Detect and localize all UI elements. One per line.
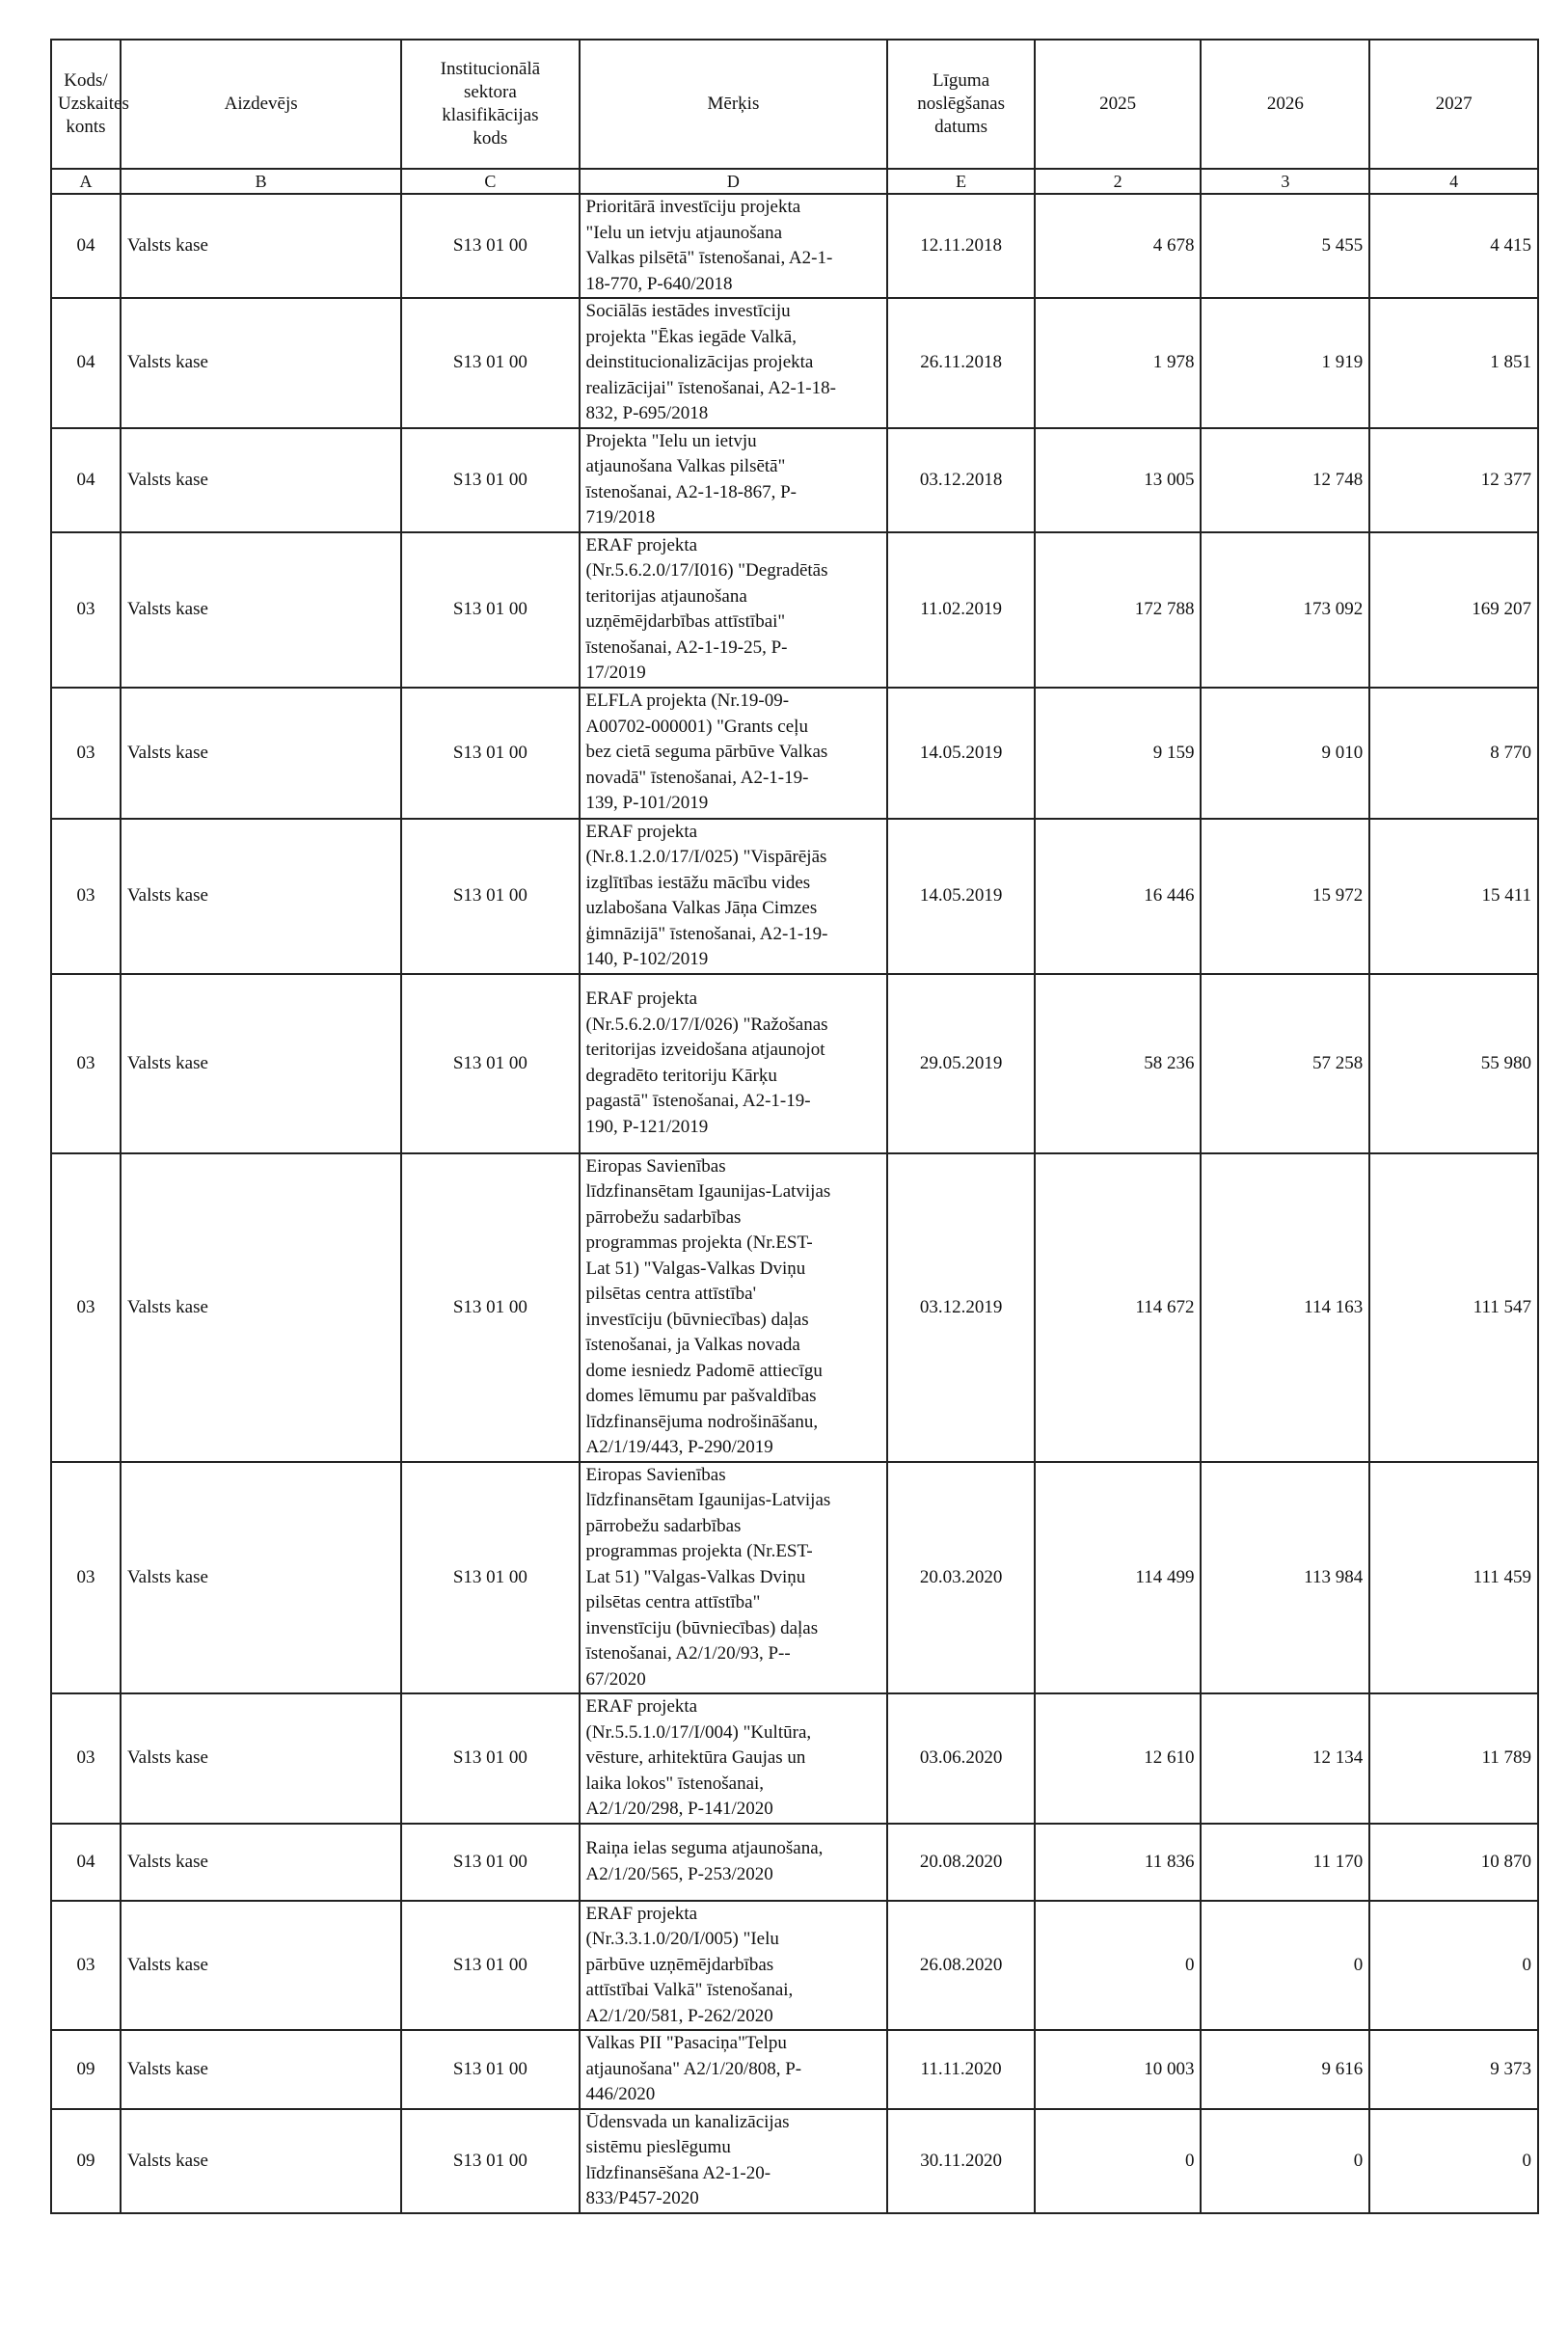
header-year-2025: 2025 — [1035, 40, 1202, 169]
header-year-2027: 2027 — [1369, 40, 1538, 169]
cell-code: 03 — [51, 1901, 121, 2031]
letter-d: D — [580, 169, 888, 194]
table-row — [51, 688, 1538, 819]
cell-amount-2026: 15 972 — [1201, 819, 1369, 974]
cell-lender: Valsts kase — [121, 428, 401, 532]
cell-lender: Valsts kase — [121, 974, 401, 1153]
table-row — [51, 974, 1538, 1153]
cell-amount-2027: 55 980 — [1369, 974, 1538, 1153]
cell-amount-2027: 169 207 — [1369, 532, 1538, 688]
cell-lender: Valsts kase — [121, 2109, 401, 2213]
cell-amount-2027: 12 377 — [1369, 428, 1538, 532]
cell-code: 09 — [51, 2030, 121, 2109]
table-row — [51, 819, 1538, 974]
cell-code: 04 — [51, 298, 121, 428]
cell-amount-2026: 9 616 — [1201, 2030, 1369, 2109]
cell-amount-2025: 12 610 — [1035, 1693, 1202, 1824]
table-row — [51, 2109, 1538, 2213]
cell-sector: S13 01 00 — [401, 298, 579, 428]
letter-2: 2 — [1035, 169, 1202, 194]
cell-date: 14.05.2019 — [887, 819, 1035, 974]
cell-amount-2027: 0 — [1369, 1901, 1538, 2031]
table-row — [51, 298, 1538, 428]
cell-purpose: ERAF projekta (Nr.8.1.2.0/17/I/025) "Vispārējās izglītības iestāžu mācību vides uzlabošana Valkas Jāņa Cimzes ģimnāzijā" īstenošanai, A2-1-19- 140, P-102/2019 — [580, 819, 888, 974]
header-row — [51, 40, 1538, 169]
cell-amount-2025: 114 499 — [1035, 1462, 1202, 1694]
table-row — [51, 532, 1538, 688]
cell-sector: S13 01 00 — [401, 974, 579, 1153]
cell-amount-2025: 172 788 — [1035, 532, 1202, 688]
cell-sector: S13 01 00 — [401, 1901, 579, 2031]
cell-amount-2025: 58 236 — [1035, 974, 1202, 1153]
cell-code: 03 — [51, 532, 121, 688]
letter-4: 4 — [1369, 169, 1538, 194]
table-row — [51, 428, 1538, 532]
cell-sector: S13 01 00 — [401, 688, 579, 819]
cell-amount-2025: 4 678 — [1035, 194, 1202, 298]
cell-amount-2025: 13 005 — [1035, 428, 1202, 532]
cell-amount-2025: 11 836 — [1035, 1824, 1202, 1901]
letter-a: A — [51, 169, 121, 194]
table-row — [51, 1824, 1538, 1901]
cell-sector: S13 01 00 — [401, 194, 579, 298]
cell-sector: S13 01 00 — [401, 1153, 579, 1462]
cell-date: 14.05.2019 — [887, 688, 1035, 819]
letter-3: 3 — [1201, 169, 1369, 194]
cell-amount-2025: 0 — [1035, 2109, 1202, 2213]
cell-lender: Valsts kase — [121, 298, 401, 428]
cell-purpose: ERAF projekta (Nr.5.5.1.0/17/I/004) "Kultūra, vēsture, arhitektūra Gaujas un laika lokos" īstenošanai, A2/1/20/298, P-141/2020 — [580, 1693, 888, 1824]
cell-amount-2027: 111 459 — [1369, 1462, 1538, 1694]
cell-amount-2027: 0 — [1369, 2109, 1538, 2213]
cell-lender: Valsts kase — [121, 688, 401, 819]
table-row — [51, 1462, 1538, 1694]
cell-sector: S13 01 00 — [401, 2030, 579, 2109]
cell-date: 26.11.2018 — [887, 298, 1035, 428]
cell-date: 12.11.2018 — [887, 194, 1035, 298]
cell-code: 03 — [51, 819, 121, 974]
cell-date: 03.12.2018 — [887, 428, 1035, 532]
cell-lender: Valsts kase — [121, 532, 401, 688]
cell-code: 03 — [51, 974, 121, 1153]
cell-amount-2026: 9 010 — [1201, 688, 1369, 819]
cell-amount-2026: 114 163 — [1201, 1153, 1369, 1462]
letter-c: C — [401, 169, 579, 194]
cell-amount-2026: 57 258 — [1201, 974, 1369, 1153]
cell-amount-2027: 10 870 — [1369, 1824, 1538, 1901]
cell-amount-2026: 173 092 — [1201, 532, 1369, 688]
cell-date: 26.08.2020 — [887, 1901, 1035, 2031]
cell-amount-2027: 1 851 — [1369, 298, 1538, 428]
cell-date: 03.12.2019 — [887, 1153, 1035, 1462]
cell-lender: Valsts kase — [121, 2030, 401, 2109]
header-sector: Institucionālā sektora klasifikācijas kods — [401, 40, 579, 169]
cell-amount-2025: 16 446 — [1035, 819, 1202, 974]
cell-lender: Valsts kase — [121, 194, 401, 298]
cell-date: 30.11.2020 — [887, 2109, 1035, 2213]
cell-amount-2025: 114 672 — [1035, 1153, 1202, 1462]
loans-table-body — [51, 194, 1538, 2213]
table-row — [51, 194, 1538, 298]
cell-purpose: ELFLA projekta (Nr.19-09- A00702-000001) "Grants ceļu bez cietā seguma pārbūve Valkas novadā" īstenošanai, A2-1-19- 139, P-101/2019 — [580, 688, 888, 819]
cell-sector: S13 01 00 — [401, 1462, 579, 1694]
cell-amount-2026: 12 748 — [1201, 428, 1369, 532]
cell-date: 20.08.2020 — [887, 1824, 1035, 1901]
cell-amount-2026: 1 919 — [1201, 298, 1369, 428]
table-row — [51, 1153, 1538, 1462]
cell-date: 29.05.2019 — [887, 974, 1035, 1153]
cell-sector: S13 01 00 — [401, 1824, 579, 1901]
cell-sector: S13 01 00 — [401, 532, 579, 688]
cell-lender: Valsts kase — [121, 1824, 401, 1901]
cell-date: 11.02.2019 — [887, 532, 1035, 688]
cell-amount-2025: 10 003 — [1035, 2030, 1202, 2109]
cell-code: 04 — [51, 1824, 121, 1901]
cell-lender: Valsts kase — [121, 1693, 401, 1824]
cell-code: 03 — [51, 1693, 121, 1824]
cell-code: 04 — [51, 428, 121, 532]
table-row — [51, 1901, 1538, 2031]
cell-purpose: Prioritārā investīciju projekta "Ielu un ietvju atjaunošana Valkas pilsētā" īstenošanai, A2-1- 18-770, P-640/2018 — [580, 194, 888, 298]
cell-purpose: ERAF projekta (Nr.5.6.2.0/17/I016) "Degradētās teritorijas atjaunošana uzņēmējdarbības attīstībai" īstenošanai, A2-1-19-25, P- 17/2019 — [580, 532, 888, 688]
cell-purpose: Ūdensvada un kanalizācijas sistēmu pieslēgumu līdzfinansēšana A2-1-20- 833/P457-2020 — [580, 2109, 888, 2213]
cell-amount-2027: 111 547 — [1369, 1153, 1538, 1462]
header-code: Kods/ Uzskaites konts — [51, 40, 121, 169]
cell-sector: S13 01 00 — [401, 1693, 579, 1824]
cell-amount-2025: 1 978 — [1035, 298, 1202, 428]
cell-sector: S13 01 00 — [401, 2109, 579, 2213]
cell-amount-2025: 9 159 — [1035, 688, 1202, 819]
cell-purpose: Eiropas Savienības līdzfinansētam Igaunijas-Latvijas pārrobežu sadarbības programmas projekta (Nr.EST- Lat 51) "Valgas-Valkas Dviņu pilsētas centra attīstība" invenstīciju (būvniecības) daļas īstenošanai, A2/1/20/93, P-- 67/2020 — [580, 1462, 888, 1694]
cell-lender: Valsts kase — [121, 819, 401, 974]
cell-purpose: ERAF projekta (Nr.3.3.1.0/20/I/005) "Ielu pārbūve uzņēmējdarbības attīstībai Valkā" īstenošanai, A2/1/20/581, P-262/2020 — [580, 1901, 888, 2031]
cell-code: 03 — [51, 688, 121, 819]
cell-amount-2027: 9 373 — [1369, 2030, 1538, 2109]
cell-amount-2025: 0 — [1035, 1901, 1202, 2031]
cell-date: 03.06.2020 — [887, 1693, 1035, 1824]
cell-purpose: Valkas PII "Pasaciņa"Telpu atjaunošana" A2/1/20/808, P- 446/2020 — [580, 2030, 888, 2109]
cell-amount-2027: 11 789 — [1369, 1693, 1538, 1824]
cell-amount-2026: 5 455 — [1201, 194, 1369, 298]
cell-purpose: ERAF projekta (Nr.5.6.2.0/17/I/026) "Ražošanas teritorijas izveidošana atjaunojot degradēto teritoriju Kārķu pagastā" īstenošanai, A2-1-19- 190, P-121/2019 — [580, 974, 888, 1153]
cell-purpose: Projekta "Ielu un ietvju atjaunošana Valkas pilsētā" īstenošanai, A2-1-18-867, P- 719/2018 — [580, 428, 888, 532]
cell-date: 20.03.2020 — [887, 1462, 1035, 1694]
cell-purpose: Raiņa ielas seguma atjaunošana, A2/1/20/565, P-253/2020 — [580, 1824, 888, 1901]
cell-amount-2027: 4 415 — [1369, 194, 1538, 298]
cell-lender: Valsts kase — [121, 1901, 401, 2031]
cell-lender: Valsts kase — [121, 1462, 401, 1694]
letter-b: B — [121, 169, 401, 194]
header-lender: Aizdevējs — [121, 40, 401, 169]
cell-code: 04 — [51, 194, 121, 298]
loans-table — [50, 39, 1539, 2214]
column-letter-row — [51, 169, 1538, 194]
cell-amount-2026: 113 984 — [1201, 1462, 1369, 1694]
cell-purpose: Sociālās iestādes investīciju projekta "Ēkas iegāde Valkā, deinstitucionalizācijas projekta realizācijai" īstenošanai, A2-1-18- 832, P-695/2018 — [580, 298, 888, 428]
header-year-2026: 2026 — [1201, 40, 1369, 169]
cell-lender: Valsts kase — [121, 1153, 401, 1462]
header-purpose: Mērķis — [580, 40, 888, 169]
cell-date: 11.11.2020 — [887, 2030, 1035, 2109]
cell-amount-2026: 0 — [1201, 2109, 1369, 2213]
cell-sector: S13 01 00 — [401, 428, 579, 532]
cell-code: 03 — [51, 1462, 121, 1694]
header-date: Līguma noslēgšanas datums — [887, 40, 1035, 169]
cell-amount-2026: 11 170 — [1201, 1824, 1369, 1901]
table-row — [51, 1693, 1538, 1824]
cell-amount-2027: 8 770 — [1369, 688, 1538, 819]
table-row — [51, 2030, 1538, 2109]
cell-amount-2026: 12 134 — [1201, 1693, 1369, 1824]
cell-amount-2026: 0 — [1201, 1901, 1369, 2031]
cell-amount-2027: 15 411 — [1369, 819, 1538, 974]
cell-code: 03 — [51, 1153, 121, 1462]
cell-purpose: Eiropas Savienības līdzfinansētam Igaunijas-Latvijas pārrobežu sadarbības programmas projekta (Nr.EST- Lat 51) "Valgas-Valkas Dviņu pilsētas centra attīstība' investīciju (būvniecības) daļas īstenošanai, ja Valkas novada dome iesniedz Padomē attiecīgu domes lēmumu par pašvaldības līdzfinansējuma nodrošināšanu, A2/1/19/443, P-290/2019 — [580, 1153, 888, 1462]
cell-code: 09 — [51, 2109, 121, 2213]
cell-sector: S13 01 00 — [401, 819, 579, 974]
letter-e: E — [887, 169, 1035, 194]
